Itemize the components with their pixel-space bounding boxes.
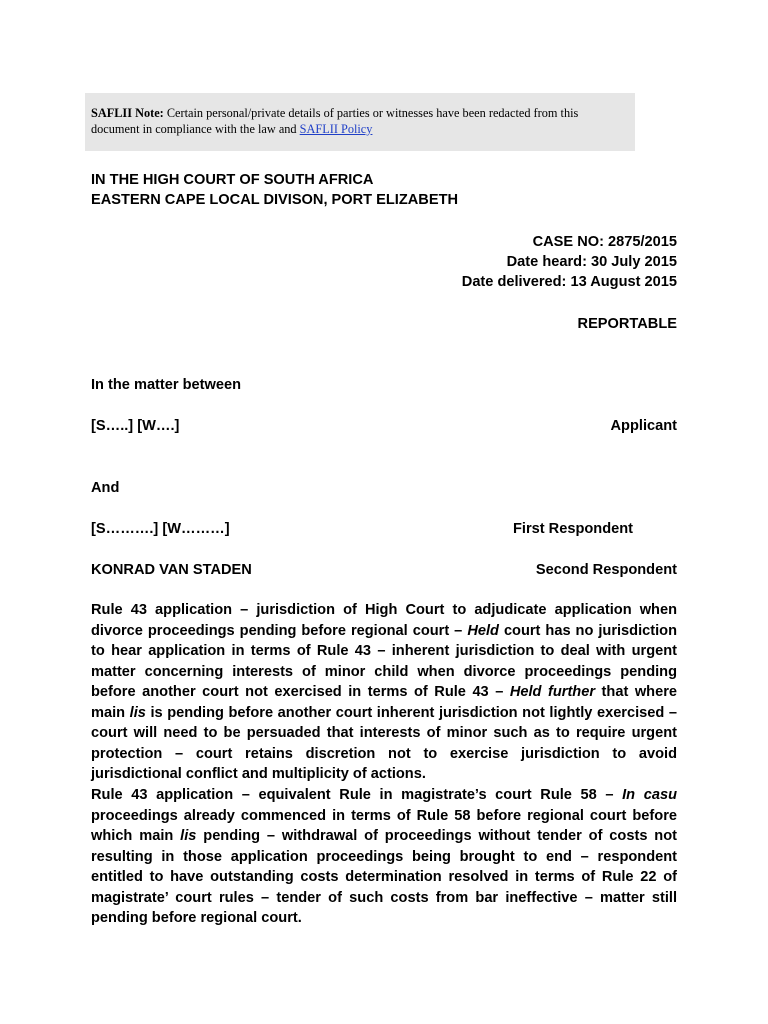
court-name: IN THE HIGH COURT OF SOUTH AFRICA: [91, 172, 374, 188]
summary-italic: In casu: [622, 787, 677, 803]
saflii-policy-link[interactable]: SAFLII Policy: [299, 122, 373, 136]
summary-text: is pending before another court inherent jurisdiction not lightly exercised – court will need to be persuaded that interests of minor such as to require urgent protection – court retains discretion not to exercise jurisdiction to avoid jurisdictional conflict and multiplicity of actions.: [91, 704, 677, 782]
summary-italic: lis: [180, 828, 197, 844]
note-label: SAFLII Note:: [91, 106, 164, 120]
summary-text: Rule 43 application – equivalent Rule in magistrate’s court Rule 58 –: [91, 787, 614, 803]
summary-text: proceedings already commenced in terms of Rule 58 before regional court before which main: [91, 807, 677, 844]
summary-italic: Held further: [509, 684, 596, 700]
summary-italic: Held: [467, 622, 499, 639]
first-respondent-name: [S……….] [W………]: [91, 521, 230, 537]
and-label: And: [91, 480, 120, 496]
applicant-role: Applicant: [610, 418, 677, 434]
summary-text: Rule 43 application – jurisdiction of High Court to adjudicate application when divorce proceedings pending before regional court –: [91, 602, 677, 639]
reportable-label: REPORTABLE: [577, 316, 677, 332]
matter-intro: In the matter between: [91, 377, 242, 393]
summary-italic: lis: [129, 704, 146, 721]
second-respondent-role: Second Respondent: [535, 562, 677, 578]
date-delivered: Date delivered: 13 August 2015: [461, 274, 677, 290]
summary-text: pending – withdrawal of proceedings without tender of costs not resulting in those application proceedings being brought to end – respondent entitled to have outstanding costs determination resolved in terms of Rule 22 of magistrate’ court rules – tender of such costs from bar ineffective – matter still pending before regional court.: [91, 828, 677, 926]
saflii-note-box: [85, 93, 635, 151]
first-respondent-role: First Respondent: [513, 521, 633, 537]
case-number: CASE NO: 2875/2015: [532, 234, 677, 250]
date-heard: Date heard: 30 July 2015: [506, 254, 677, 270]
court-division: EASTERN CAPE LOCAL DIVISON, PORT ELIZABETH: [91, 192, 459, 208]
note-text: Certain personal/private details of parties or witnesses have been redacted from this document in compliance with the law and: [91, 106, 579, 136]
summary-paragraph-1: [91, 600, 677, 785]
applicant-name: [S…..] [W….]: [91, 418, 180, 434]
summary-paragraph-2: [91, 785, 677, 929]
summary-text: court has no jurisdiction to hear application in terms of Rule 43 – inherent jurisdiction to deal with urgent matter concerning interests of minor child when divorce proceedings pending before another court not exercised in terms of Rule 43 –: [91, 622, 678, 700]
summary-text: that where main: [91, 684, 677, 721]
second-respondent-name: KONRAD VAN STADEN: [91, 562, 252, 578]
